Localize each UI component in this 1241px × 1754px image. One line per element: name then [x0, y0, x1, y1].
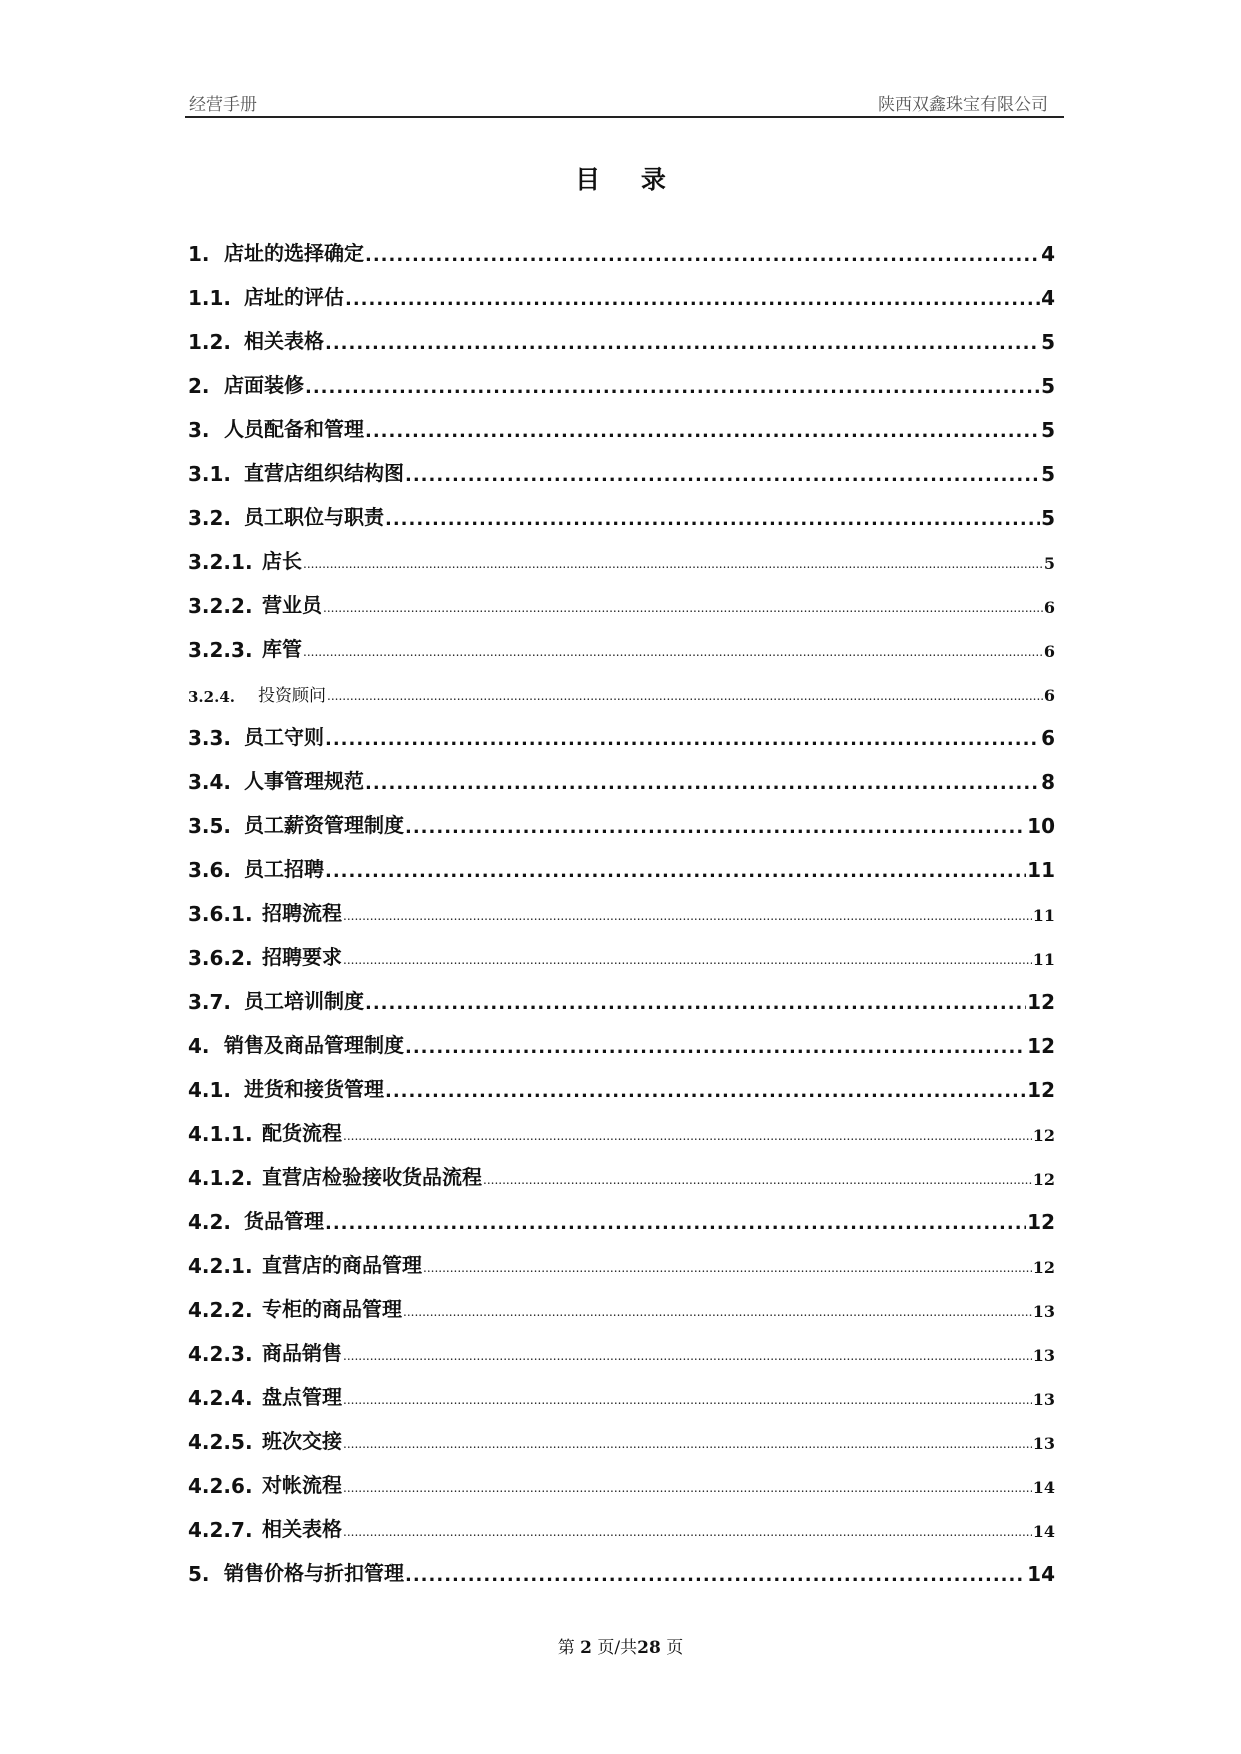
toc-entry[interactable] — [188, 838, 1055, 882]
toc-entry-number: 3.6. — [188, 858, 232, 882]
toc-entry-number: 3.2.2. — [188, 594, 253, 618]
toc-entry[interactable] — [188, 266, 1055, 310]
toc-entry[interactable] — [188, 1102, 1055, 1146]
toc-entry-number: 3.5. — [188, 814, 232, 838]
toc-dot-leader — [327, 689, 1043, 706]
toc-entry[interactable] — [188, 398, 1055, 442]
toc-entry[interactable] — [188, 530, 1055, 574]
toc-entry[interactable] — [188, 354, 1055, 398]
toc-dot-leader — [483, 1173, 1032, 1190]
toc-entry-page-number: 8 — [1041, 770, 1055, 794]
toc-entry-number: 4.2.4. — [188, 1386, 253, 1410]
toc-entry-page-number: 4 — [1041, 242, 1055, 266]
toc-dot-leader — [343, 1481, 1032, 1498]
toc-entry-label: 对帐流程 — [262, 1473, 342, 1497]
toc-entry-label: 员工守则 — [244, 725, 324, 749]
toc-entry-label: 人员配备和管理 — [224, 417, 364, 441]
table-of-contents — [188, 222, 1055, 1586]
footer-current-page: 2 — [580, 1638, 593, 1658]
toc-entry[interactable] — [188, 662, 1055, 706]
toc-entry-page-number: 12 — [1027, 1034, 1055, 1058]
toc-entry[interactable] — [188, 1190, 1055, 1234]
toc-entry-page-number: 6 — [1043, 598, 1055, 617]
toc-entry-page-number: 10 — [1027, 814, 1055, 838]
footer-prefix: 第 — [557, 1638, 575, 1658]
toc-entry-label: 直营店组织结构图 — [244, 461, 404, 485]
toc-entry[interactable] — [188, 1410, 1055, 1454]
toc-entry-number: 3.2. — [188, 506, 232, 530]
toc-entry-label: 直营店的商品管理 — [262, 1253, 422, 1277]
toc-dot-leader — [343, 953, 1032, 970]
toc-dot-leader — [343, 909, 1032, 926]
toc-entry-page-number: 13 — [1032, 1434, 1055, 1453]
toc-entry-page-number: 5 — [1043, 554, 1055, 573]
toc-entry-label: 店面装修 — [224, 373, 304, 397]
toc-entry-page-number: 13 — [1032, 1390, 1055, 1409]
header-document-title: 经营手册 — [189, 95, 257, 115]
toc-entry[interactable] — [188, 970, 1055, 1014]
toc-entry[interactable] — [188, 618, 1055, 662]
toc-entry[interactable] — [188, 1454, 1055, 1498]
toc-entry[interactable] — [188, 222, 1055, 266]
page-header — [185, 86, 1064, 118]
toc-entry-number: 3.4. — [188, 770, 232, 794]
toc-dot-leader — [385, 509, 1040, 530]
toc-entry-label: 营业员 — [262, 593, 322, 617]
toc-entry-label: 货品管理 — [244, 1209, 324, 1233]
toc-entry-number: 4.1.1. — [188, 1122, 253, 1146]
toc-entry-page-number: 5 — [1041, 418, 1055, 442]
toc-dot-leader — [343, 1393, 1032, 1410]
toc-dot-leader — [323, 601, 1043, 618]
toc-entry-page-number: 12 — [1032, 1126, 1055, 1145]
toc-entry-number: 4.2.3. — [188, 1342, 253, 1366]
toc-entry-label: 投资顾问 — [258, 686, 326, 706]
toc-entry[interactable] — [188, 794, 1055, 838]
toc-entry-number: 1.1. — [188, 286, 232, 310]
toc-entry-number: 3. — [188, 418, 210, 442]
toc-dot-leader — [385, 1081, 1026, 1102]
toc-entry[interactable] — [188, 750, 1055, 794]
toc-entry-page-number: 5 — [1041, 374, 1055, 398]
toc-entry-page-number: 13 — [1032, 1346, 1055, 1365]
page-footer — [0, 1633, 1241, 1658]
toc-dot-leader — [343, 1129, 1032, 1146]
toc-entry-number: 3.2.1. — [188, 550, 253, 574]
toc-entry-label: 员工培训制度 — [244, 989, 364, 1013]
toc-entry[interactable] — [188, 706, 1055, 750]
toc-dot-leader — [303, 645, 1043, 662]
toc-dot-leader — [365, 773, 1040, 794]
toc-dot-leader — [325, 1213, 1026, 1234]
toc-dot-leader — [343, 1437, 1032, 1454]
toc-entry-label: 销售价格与折扣管理 — [224, 1561, 404, 1585]
toc-entry-label: 直营店检验接收货品流程 — [262, 1165, 482, 1189]
toc-entry-label: 店址的选择确定 — [224, 241, 364, 265]
toc-entry-number: 1.2. — [188, 330, 232, 354]
toc-entry-page-number: 14 — [1032, 1478, 1055, 1497]
header-company-name: 陕西双鑫珠宝有限公司 — [878, 95, 1048, 115]
toc-entry-page-number: 12 — [1027, 990, 1055, 1014]
footer-middle: 页/共 — [597, 1638, 638, 1658]
toc-entry-label: 员工招聘 — [244, 857, 324, 881]
toc-dot-leader — [345, 289, 1040, 310]
toc-entry[interactable] — [188, 1278, 1055, 1322]
toc-entry-label: 店长 — [262, 549, 302, 573]
toc-dot-leader — [343, 1349, 1032, 1366]
toc-entry-number: 4. — [188, 1034, 210, 1058]
toc-entry[interactable] — [188, 1014, 1055, 1058]
toc-entry[interactable] — [188, 1366, 1055, 1410]
toc-entry-label: 商品销售 — [262, 1341, 342, 1365]
toc-entry-label: 招聘要求 — [262, 945, 342, 969]
toc-entry-number: 3.2.3. — [188, 638, 253, 662]
toc-entry-page-number: 5 — [1041, 330, 1055, 354]
toc-entry-number: 4.2.2. — [188, 1298, 253, 1322]
toc-entry[interactable] — [188, 1322, 1055, 1366]
toc-entry-page-number: 14 — [1032, 1522, 1055, 1541]
toc-dot-leader — [303, 557, 1043, 574]
toc-entry-page-number: 13 — [1032, 1302, 1055, 1321]
toc-entry-page-number: 6 — [1043, 686, 1055, 705]
toc-entry[interactable] — [188, 1234, 1055, 1278]
toc-entry-number: 4.2.1. — [188, 1254, 253, 1278]
toc-entry-number: 4.1.2. — [188, 1166, 253, 1190]
toc-entry-label: 盘点管理 — [262, 1385, 342, 1409]
toc-entry[interactable] — [188, 926, 1055, 970]
toc-entry[interactable] — [188, 1542, 1055, 1586]
toc-dot-leader — [325, 861, 1026, 882]
toc-entry-page-number: 6 — [1043, 642, 1055, 661]
toc-entry-page-number: 12 — [1032, 1170, 1055, 1189]
toc-entry-number: 3.1. — [188, 462, 232, 486]
toc-entry-page-number: 5 — [1041, 462, 1055, 486]
toc-entry-number: 4.2.6. — [188, 1474, 253, 1498]
toc-entry-number: 1. — [188, 242, 210, 266]
toc-entry[interactable] — [188, 882, 1055, 926]
toc-entry[interactable] — [188, 574, 1055, 618]
toc-entry-label: 相关表格 — [262, 1517, 342, 1541]
toc-entry-page-number: 4 — [1041, 286, 1055, 310]
toc-entry-label: 员工薪资管理制度 — [244, 813, 404, 837]
toc-entry-number: 4.2. — [188, 1210, 232, 1234]
toc-entry-number: 3.6.1. — [188, 902, 253, 926]
footer-suffix: 页 — [666, 1638, 684, 1658]
toc-dot-leader — [405, 1565, 1026, 1586]
toc-entry-number: 4.2.5. — [188, 1430, 253, 1454]
toc-entry-number: 5. — [188, 1562, 210, 1586]
toc-entry-label: 配货流程 — [262, 1121, 342, 1145]
toc-entry-label: 销售及商品管理制度 — [224, 1033, 404, 1057]
toc-entry-label: 招聘流程 — [262, 901, 342, 925]
toc-dot-leader — [423, 1261, 1032, 1278]
toc-entry-label: 人事管理规范 — [244, 769, 364, 793]
toc-entry-page-number: 5 — [1041, 506, 1055, 530]
toc-entry-label: 库管 — [262, 637, 302, 661]
toc-entry-page-number: 11 — [1032, 906, 1055, 925]
toc-entry-page-number: 6 — [1041, 726, 1055, 750]
toc-entry-number: 4.1. — [188, 1078, 232, 1102]
toc-dot-leader — [343, 1525, 1032, 1542]
toc-entry-number: 4.2.7. — [188, 1518, 253, 1542]
toc-entry[interactable] — [188, 1058, 1055, 1102]
toc-entry[interactable] — [188, 1146, 1055, 1190]
toc-entry-label: 员工职位与职责 — [244, 505, 384, 529]
toc-dot-leader — [405, 817, 1026, 838]
toc-entry-number: 3.6.2. — [188, 946, 253, 970]
toc-entry-number: 3.3. — [188, 726, 232, 750]
toc-dot-leader — [405, 1037, 1026, 1058]
toc-entry[interactable] — [188, 486, 1055, 530]
toc-entry-page-number: 12 — [1027, 1210, 1055, 1234]
toc-title: 目 录 — [575, 165, 682, 194]
toc-dot-leader — [403, 1305, 1032, 1322]
footer-total-pages: 28 — [637, 1638, 661, 1658]
toc-entry-label: 专柜的商品管理 — [262, 1297, 402, 1321]
toc-entry-page-number: 11 — [1027, 858, 1055, 882]
toc-entry-number: 2. — [188, 374, 210, 398]
toc-entry[interactable] — [188, 310, 1055, 354]
toc-entry-page-number: 12 — [1027, 1078, 1055, 1102]
toc-entry-page-number: 11 — [1032, 950, 1055, 969]
toc-dot-leader — [365, 421, 1040, 442]
toc-dot-leader — [365, 245, 1040, 266]
toc-entry-label: 进货和接货管理 — [244, 1077, 384, 1101]
toc-entry-number: 3.7. — [188, 990, 232, 1014]
toc-dot-leader — [325, 729, 1040, 750]
toc-entry-page-number: 12 — [1032, 1258, 1055, 1277]
toc-dot-leader — [405, 465, 1040, 486]
toc-dot-leader — [365, 993, 1026, 1014]
toc-dot-leader — [305, 377, 1040, 398]
toc-entry-label: 班次交接 — [262, 1429, 342, 1453]
toc-entry[interactable] — [188, 1498, 1055, 1542]
toc-entry-label: 相关表格 — [244, 329, 324, 353]
toc-entry-number: 3.2.4. — [188, 688, 235, 706]
toc-dot-leader — [325, 333, 1040, 354]
toc-entry[interactable] — [188, 442, 1055, 486]
toc-entry-page-number: 14 — [1027, 1562, 1055, 1586]
toc-entry-label: 店址的评估 — [244, 285, 344, 309]
